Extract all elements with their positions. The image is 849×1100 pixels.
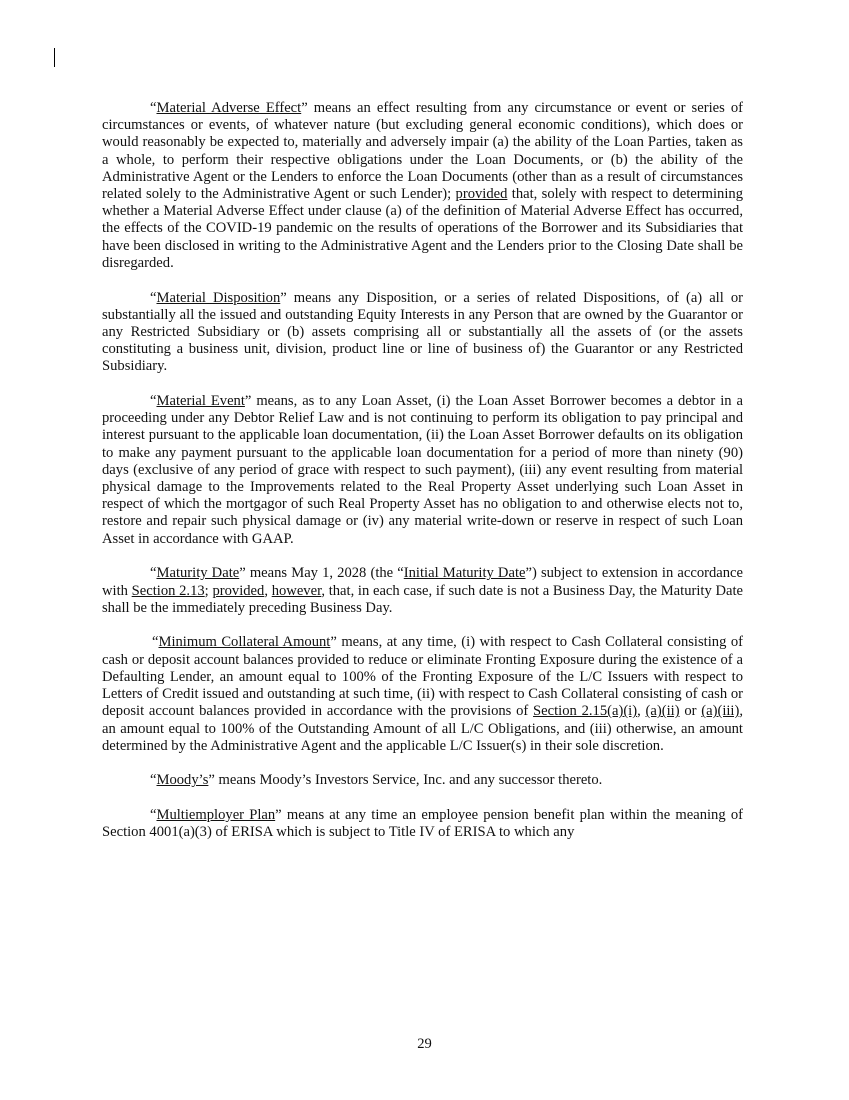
text-run: ” means Moody’s Investors Service, Inc. and any successor thereto.	[208, 772, 603, 789]
defined-term: Material Adverse Effect	[156, 100, 302, 116]
text-run: “	[150, 807, 157, 824]
defined-term: Section 2.13	[131, 582, 205, 599]
definition-material-event	[102, 393, 743, 548]
defined-term: Material Disposition	[156, 289, 281, 306]
definition-multiemployer-plan	[102, 807, 743, 841]
definition-material-adverse-effect	[102, 100, 743, 272]
defined-term: Section 2.15(a)(i)	[533, 703, 638, 720]
text-run: ,	[637, 703, 646, 720]
text-run: “	[150, 100, 157, 116]
text-run: ” means, as to any Loan Asset, (i) the Loan Asset Borrower becomes a debtor in a proceeding under any Debtor Relief Law and is not continuing to perform its obligation to pay principal and interest pursuant to the applicable loan documentation, (ii) the Loan Asset Borrower defaults on its obligation to make any payment pursuant to the applicable loan documentation for a period of more than ninety (90) days (exclusive of any period of grace with respect to such payment), (iii) any event resulting from material physical damage to the Improvements related to the Real Property Asset underlying such Loan Asset in respect of which the mortgagor of such Real Property Asset has no obligation to and otherwise elects not to, restore and repair such physical damage or (iv) any material write-down or reserve in respect of such Loan Asset in accordance with GAAP.	[102, 393, 744, 547]
text-run: ;	[204, 582, 213, 599]
definition-minimum-collateral-amount	[102, 634, 743, 754]
text-run: , an amount equal to 100% of the Outstanding Amount of all L/C Obligations, and (iii) otherwise, an amount determined by the Administrative Agent and the applicable L/C Issuer(s) in their sole discretion.	[102, 703, 744, 754]
defined-term: provided	[455, 186, 508, 203]
text-run: “	[152, 634, 159, 651]
defined-term: Initial Maturity Date	[403, 565, 526, 582]
text-run: , that, in each case, if such date is not a Business Day, the Maturity Date shall be the immediately preceding Business Day.	[102, 582, 744, 616]
text-run: ” means an effect resulting from any circumstance or event or series of circumstances or events, of whatever nature (but excluding general economic conditions), which does or would reasonably be expected to, materially and adversely impair (a) the ability of the Loan Parties, taken as a whole, to perform their respective obligations under the Loan Documents, or (b) the ability of the Administrative Agent or the Lenders to enforce the Loan Documents (other than as a result of circumstances related solely to the Administrative Agent or such Lender);	[102, 100, 743, 203]
defined-term: Maturity Date	[156, 565, 240, 582]
defined-term: Multiemployer Plan	[156, 807, 276, 824]
defined-term: Minimum Collateral Amount	[158, 634, 331, 651]
text-run: or	[679, 703, 702, 720]
defined-term: however	[271, 582, 322, 599]
definition-maturity-date	[102, 565, 743, 617]
text-run: ” means any Disposition, or a series of related Dispositions, of (a) all or substantially all the issued and outstanding Equity Interests in any Person that are owned by the Guarantor or any Restricted Subsidiary or (b) assets comprising all or substantially all the assets of (or the assets constituting a business unit, division, product line or line of business of) the Guarantor or any Restricted Subsidiary.	[102, 289, 743, 375]
text-run: “	[150, 289, 157, 306]
text-run: “	[150, 565, 157, 582]
text-run: ” means at any time an employee pension benefit plan within the meaning of Section 4001(a)(3) of ERISA which is subject to Title IV of ERISA to which any	[102, 807, 743, 841]
defined-term: Material Event	[156, 393, 245, 410]
text-run: ”) subject to extension in accordance with	[102, 565, 743, 599]
text-run: ,	[264, 582, 272, 599]
text-run: ” means May 1, 2028 (the “	[239, 565, 404, 582]
text-run: “	[150, 772, 157, 789]
defined-term: (a)(ii)	[645, 703, 680, 720]
text-run: that, solely with respect to determining whether a Material Adverse Effect under clause (a) of the definition of Material Adverse Effect has occurred, the effects of the COVID-19 pandemic on the results of operations of the Borrower and its Subsidiaries that have been disclosed in writing to the Administrative Agent and the Lenders prior to the Closing Date shall be disregarded.	[102, 186, 744, 271]
text-run: ” means, at any time, (i) with respect to Cash Collateral consisting of cash or deposit account balances provided to reduce or eliminate Fronting Exposure during the existence of a Defaulting Lender, an amount equal to 100% of the Fronting Exposure of the L/C Issuers with respect to Letters of Credit issued and outstanding at such time, (ii) with respect to Cash Collateral consisting of cash or deposit account balances provided in accordance with the provisions of	[102, 634, 743, 720]
document-body	[102, 100, 743, 859]
definition-material-disposition	[102, 290, 743, 376]
defined-term: (a)(iii)	[701, 703, 740, 720]
text-run: “	[150, 393, 157, 410]
defined-term: provided	[212, 582, 265, 599]
defined-term: Moody’s	[156, 772, 209, 789]
definition-moodys	[102, 772, 743, 789]
revision-change-bar	[54, 48, 55, 67]
page-number: 29	[417, 1036, 432, 1052]
